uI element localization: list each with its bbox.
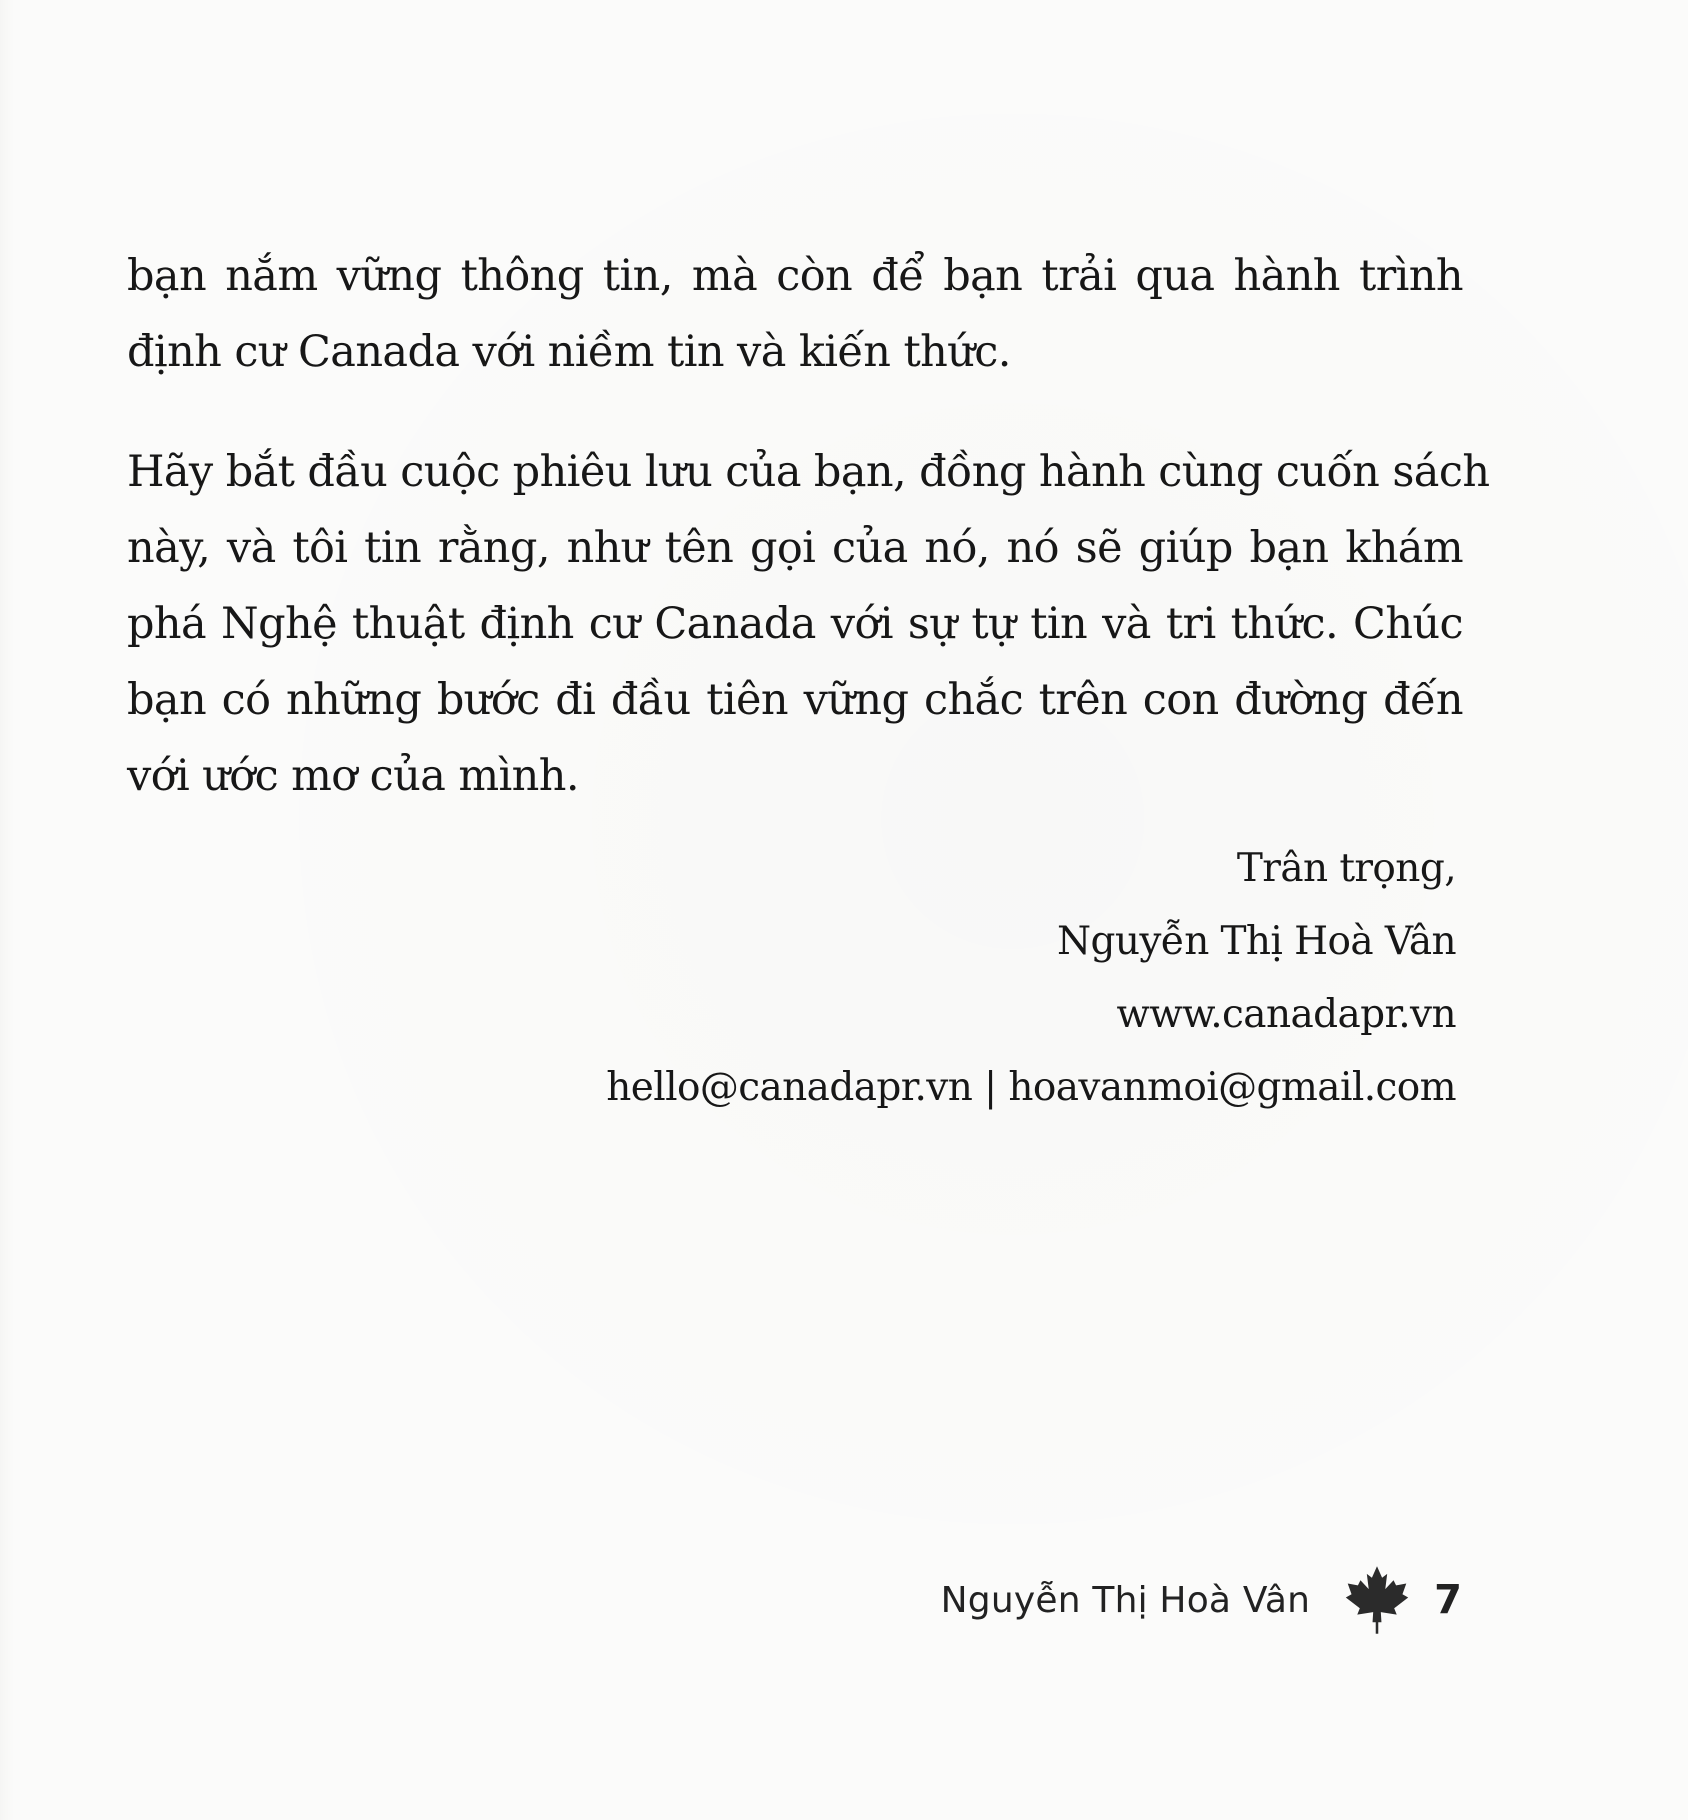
paragraph-line: này, và tôi tin rằng, như tên gọi của nó, nó sẽ giúp bạn khám [127, 523, 1463, 573]
paragraph-line: bạn nắm vững thông tin, mà còn để bạn trải qua hành trình [127, 251, 1463, 301]
paragraph-line: bạn có những bước đi đầu tiên vững chắc trên con đường đến [127, 675, 1463, 725]
paragraph-gap [127, 390, 1463, 434]
paragraph-line: Hãy bắt đầu cuộc phiêu lưu của bạn, đồng hành cùng cuốn sách [127, 447, 1490, 497]
signature-emails: hello@canadapr.vn | hoavanmoi@gmail.com [606, 1065, 1456, 1110]
page-number: 7 [1434, 1577, 1462, 1623]
footer-author: Nguyễn Thị Hoà Vân [940, 1579, 1311, 1621]
signature-name: Nguyễn Thị Hoà Vân [1056, 919, 1456, 964]
paragraph-line: định cư Canada với niềm tin và kiến thức. [127, 327, 1011, 377]
body-text [127, 238, 1490, 814]
paragraph-2 [127, 434, 1490, 814]
paragraph-1 [127, 238, 1463, 390]
signature-website: www.canadapr.vn [1116, 992, 1456, 1037]
signature-block [606, 832, 1456, 1124]
maple-leaf-icon [1344, 1565, 1410, 1635]
paragraph-line: phá Nghệ thuật định cư Canada với sự tự tin và tri thức. Chúc [127, 599, 1463, 649]
paragraph-line: với ước mơ của mình. [127, 751, 579, 801]
page-footer [941, 1565, 1462, 1635]
signature-closing: Trân trọng, [1236, 846, 1456, 891]
